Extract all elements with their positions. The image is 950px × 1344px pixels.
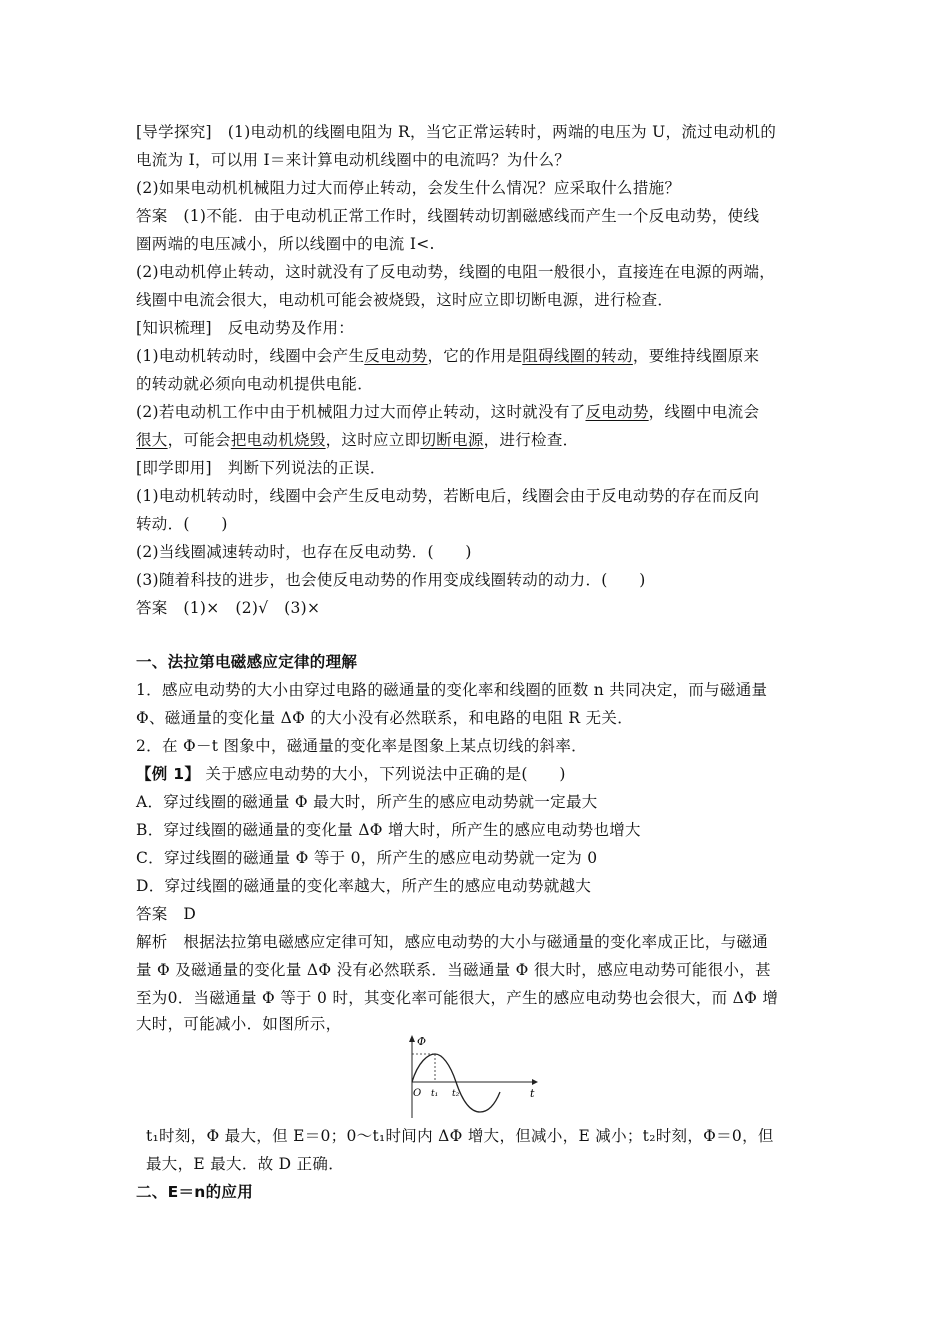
underlined-answer: 很大 [136, 431, 168, 449]
section-label: [即学即用] 判断下列说法的正误． [136, 459, 386, 477]
analysis-line: 量 Φ 及磁通量的变化量 ΔΦ 没有必然联系．当磁通量 Φ 很大时，感应电动势可能很小，甚 [136, 961, 771, 979]
analysis-line: 解析 根据法拉第电磁感应定律可知，感应电动势的大小与磁通量的变化率成正比，与磁通 [136, 933, 769, 951]
flux-curve [412, 1054, 500, 1112]
flux-time-graph [404, 1034, 542, 1124]
t1-label: t₁ [431, 1089, 439, 1099]
text-line: Φ、磁通量的变化量 ΔΦ 的大小没有必然联系，和电路的电阻 R 无关． [136, 709, 633, 727]
underlined-answer: 切断电源 [420, 431, 484, 449]
origin-label: O [413, 1088, 422, 1099]
underlined-answer: 反电动势 [585, 403, 649, 421]
text-fragment: ，这时应立即 [325, 431, 421, 449]
phi-axis-label: Φ [417, 1035, 427, 1048]
text-line: 1．感应电动势的大小由穿过电路的磁通量的变化率和线圈的匝数 n 共同决定，而与磁通量 [136, 681, 768, 699]
text-line [136, 402, 759, 422]
text-line [136, 430, 578, 450]
section-label: [知识梳理] 反电动势及作用： [136, 319, 355, 337]
underlined-answer: 把电动机烧毁 [230, 431, 326, 449]
text-line: 的转动就必须向电动机提供电能． [136, 375, 374, 393]
text-fragment: (1)电动机转动时，线圈中会产生 [136, 347, 365, 365]
underlined-answer: 阻碍线圈的转动 [522, 347, 633, 365]
answer-line: 答案 D [136, 905, 197, 923]
text-line: 转动．( ) [136, 515, 228, 533]
option-a: A．穿过线圈的磁通量 Φ 最大时，所产生的感应电动势就一定最大 [136, 793, 598, 811]
text-fragment: ，线圈中电流会 [648, 403, 760, 421]
analysis-line: t₁时刻，Φ 最大，但 E＝0；0～t₁时间内 ΔΦ 增大，但减小，E 减小；t₂时刻，Φ＝0，但 [146, 1127, 774, 1145]
example-tag: 【例 1】 [136, 765, 201, 783]
underlined-answer: 反电动势 [364, 347, 428, 365]
section-heading: 一、法拉第电磁感应定律的理解 [136, 653, 358, 671]
text-fragment: ，要维持线圈原来 [632, 347, 760, 365]
analysis-line: 最大，E 最大．故 D 正确． [146, 1155, 345, 1173]
text-fragment: ，它的作用是 [427, 347, 523, 365]
answer-line: 答案 (1)不能．由于电动机正常工作时，线圈转动切割磁感线而产生一个反电动势，使线 [136, 207, 760, 225]
option-c: C．穿过线圈的磁通量 Φ 等于 0，所产生的感应电动势就一定为 0 [136, 849, 598, 867]
text-line: (2)如果电动机机械阻力过大而停止转动，会发生什么情况？应采取什么措施？ [136, 179, 681, 197]
text-line: 电流为 I，可以用 I＝来计算电动机线圈中的电流吗？为什么？ [136, 151, 571, 169]
text-line: 2．在 Φ－t 图象中，磁通量的变化率是图象上某点切线的斜率． [136, 737, 587, 755]
text-fragment: ，可能会 [167, 431, 231, 449]
t-axis-label: t [530, 1087, 535, 1100]
example-question [136, 764, 566, 784]
text-line: 线圈中电流会很大，电动机可能会被烧毁，这时应立即切断电源，进行检查． [136, 291, 674, 309]
option-d: D．穿过线圈的磁通量的变化率越大，所产生的感应电动势就越大 [136, 877, 592, 895]
text-fragment: ，进行检查． [483, 431, 579, 449]
phi-axis-arrow [409, 1035, 415, 1042]
option-b: B．穿过线圈的磁通量的变化量 ΔΦ 增大时，所产生的感应电动势也增大 [136, 821, 641, 839]
t2-label: t₂ [452, 1089, 460, 1099]
analysis-line: 大时，可能减小．如图所示， [136, 1015, 342, 1033]
answer-line: 答案 (1)× (2)√ (3)× [136, 599, 321, 617]
text-line: (2)当线圈减速转动时，也存在反电动势．( ) [136, 543, 472, 561]
analysis-line: 至为0．当磁通量 Φ 等于 0 时，其变化率可能很大，产生的感应电动势也会很大，而 ΔΦ 增 [136, 989, 779, 1007]
text-line [136, 346, 759, 366]
text-line: [导学探究] (1)电动机的线圈电阻为 R，当它正常运转时，两端的电压为 U，流过电动机的 [136, 123, 777, 141]
text-line: (3)随着科技的进步，也会使反电动势的作用变成线圈转动的动力．( ) [136, 571, 646, 589]
text-line: 圈两端的电压减小，所以线圈中的电流 I<. [136, 235, 435, 253]
text-line: (1)电动机转动时，线圈中会产生反电动势，若断电后，线圈会由于反电动势的存在而反向 [136, 487, 760, 505]
t-axis-arrow [532, 1079, 538, 1085]
section-heading: 二、E＝n的应用 [136, 1183, 254, 1201]
text-fragment: (2)若电动机工作中由于机械阻力过大而停止转动，这时就没有了 [136, 403, 586, 421]
question-text: 关于感应电动势的大小，下列说法中正确的是( ) [205, 765, 566, 783]
text-line: (2)电动机停止转动，这时就没有了反电动势，线圈的电阻一般很小，直接连在电源的两端， [136, 263, 776, 281]
